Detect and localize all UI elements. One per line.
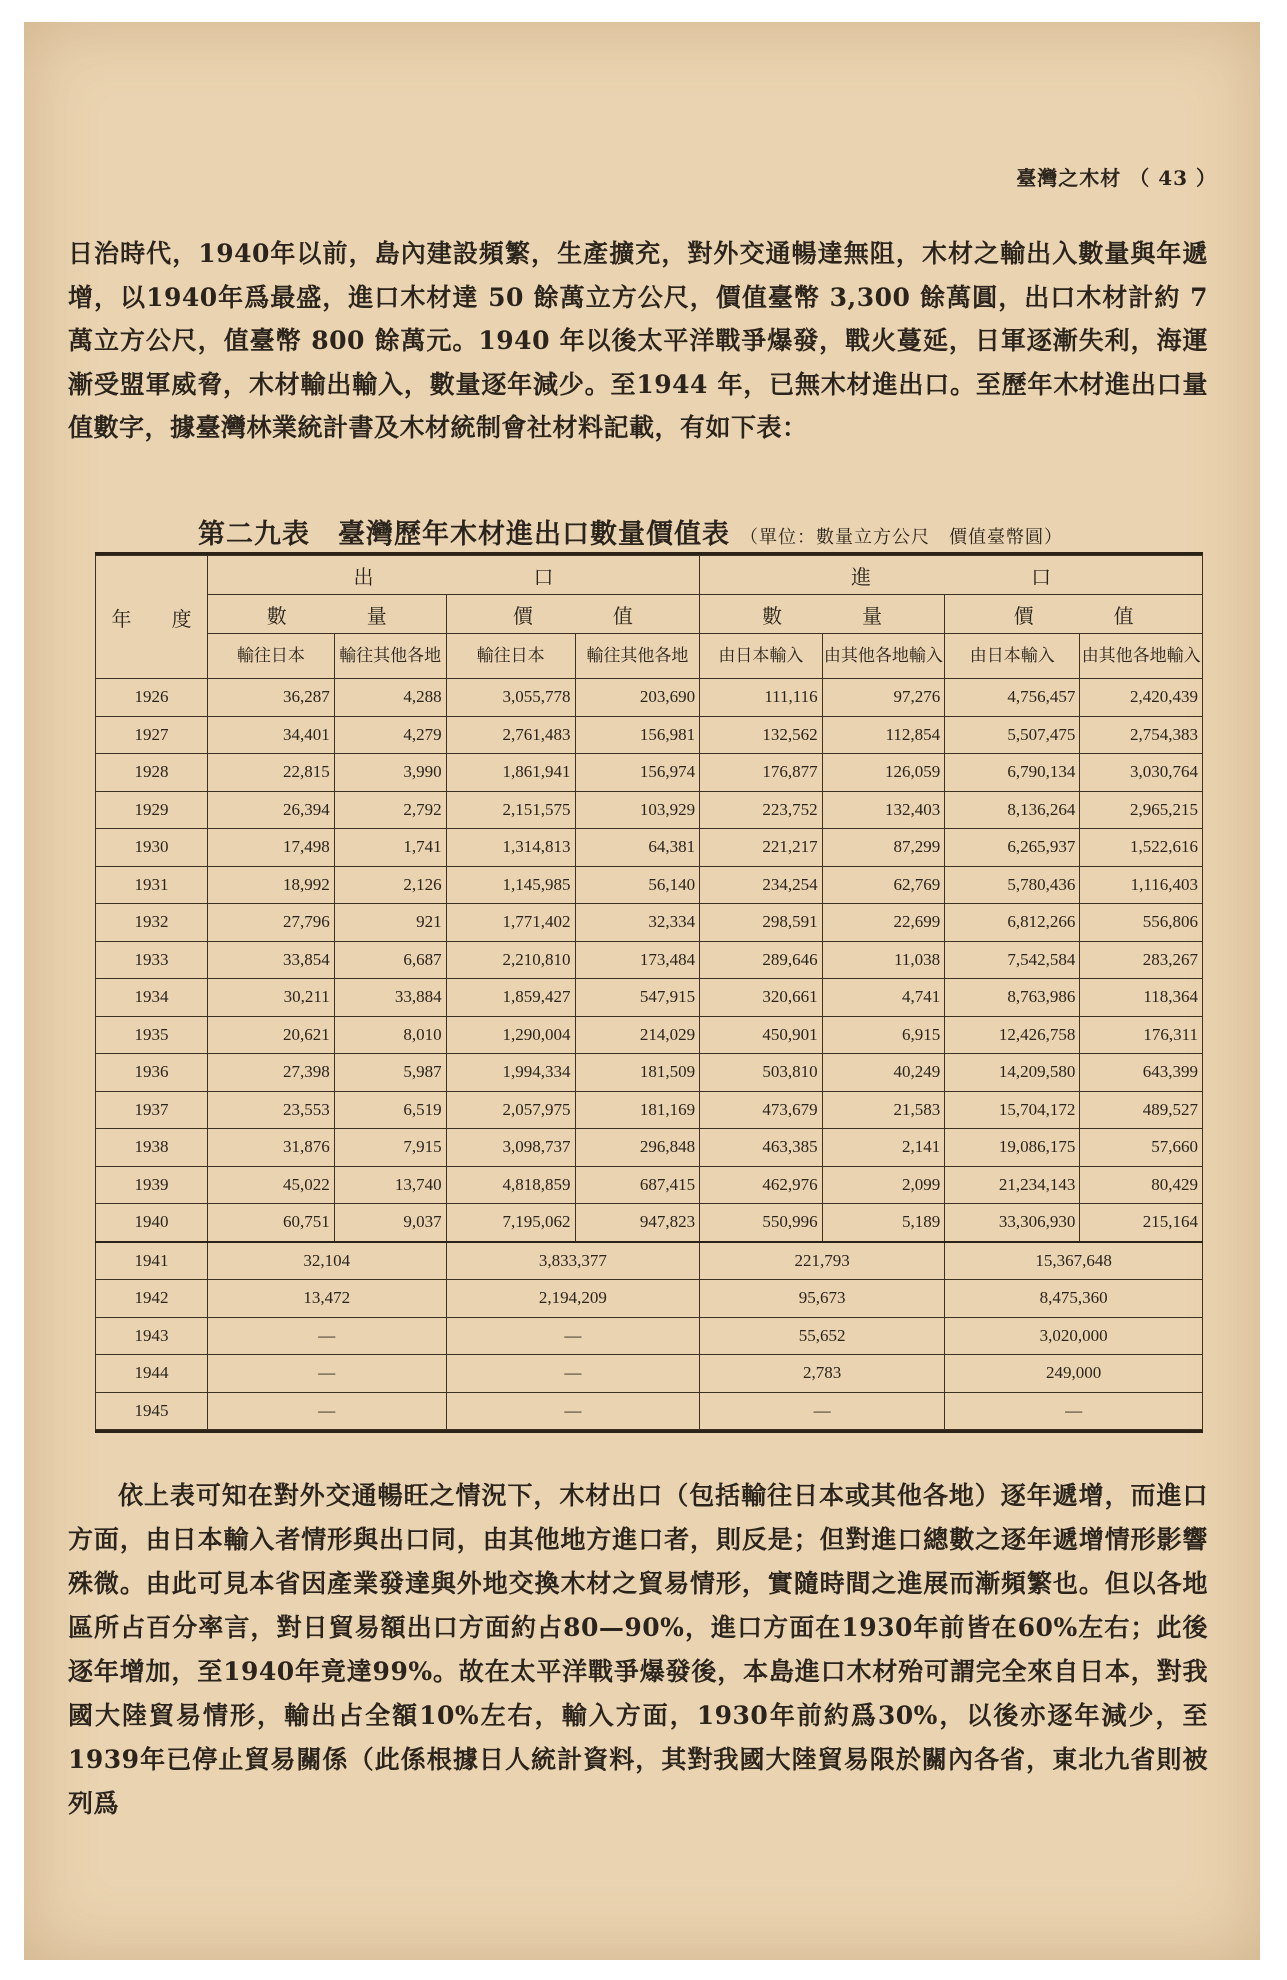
year-cell: 1930 <box>96 829 208 867</box>
header-export-quantity: 數 量 <box>207 595 446 634</box>
value-cell: 64,381 <box>575 829 700 867</box>
value-cell: 5,987 <box>334 1054 446 1092</box>
value-cell: — <box>446 1392 700 1430</box>
year-cell: 1934 <box>96 979 208 1017</box>
value-cell: 111,116 <box>700 679 823 717</box>
value-cell: 181,509 <box>575 1054 700 1092</box>
value-cell: 15,704,172 <box>945 1091 1080 1129</box>
value-cell: 6,265,937 <box>945 829 1080 867</box>
value-cell: 1,290,004 <box>446 1016 575 1054</box>
table-row <box>96 1392 1203 1430</box>
value-cell: 8,475,360 <box>945 1280 1203 1318</box>
value-cell: 3,030,764 <box>1080 754 1203 792</box>
value-cell: 97,276 <box>822 679 945 717</box>
value-cell: 921 <box>334 904 446 942</box>
value-cell: 4,741 <box>822 979 945 1017</box>
table-unit: （單位：數量立方公尺 價值臺幣圓） <box>740 527 1063 548</box>
value-cell: 181,169 <box>575 1091 700 1129</box>
value-cell: 2,151,575 <box>446 791 575 829</box>
value-cell: 57,660 <box>1080 1129 1203 1167</box>
value-cell: 4,279 <box>334 716 446 754</box>
value-cell: — <box>207 1355 446 1393</box>
table-row <box>96 979 1203 1017</box>
value-cell: 13,740 <box>334 1166 446 1204</box>
header-to-other: 輸往其他各地 <box>575 634 700 679</box>
table-row <box>96 1280 1203 1318</box>
value-cell: 473,679 <box>700 1091 823 1129</box>
value-cell: 118,364 <box>1080 979 1203 1017</box>
table-row <box>96 1054 1203 1092</box>
value-cell: 21,583 <box>822 1091 945 1129</box>
value-cell: 62,769 <box>822 866 945 904</box>
value-cell: 9,037 <box>334 1204 446 1242</box>
header-from-other: 由其他各地輸入 <box>822 634 945 679</box>
year-cell: 1938 <box>96 1129 208 1167</box>
value-cell: — <box>446 1355 700 1393</box>
value-cell: 463,385 <box>700 1129 823 1167</box>
header-to-japan: 輸往日本 <box>446 634 575 679</box>
value-cell: 173,484 <box>575 941 700 979</box>
value-cell: 112,854 <box>822 716 945 754</box>
value-cell: 4,288 <box>334 679 446 717</box>
table-row <box>96 1317 1203 1355</box>
year-cell: 1942 <box>96 1280 208 1318</box>
year-cell: 1936 <box>96 1054 208 1092</box>
header-import-quantity: 數 量 <box>700 595 945 634</box>
value-cell: 8,763,986 <box>945 979 1080 1017</box>
value-cell: 462,976 <box>700 1166 823 1204</box>
table-row <box>96 1091 1203 1129</box>
value-cell: 1,741 <box>334 829 446 867</box>
table-container <box>95 552 1203 1433</box>
value-cell: 214,029 <box>575 1016 700 1054</box>
value-cell: 2,126 <box>334 866 446 904</box>
year-cell: 1945 <box>96 1392 208 1430</box>
value-cell: 1,314,813 <box>446 829 575 867</box>
year-cell: 1944 <box>96 1355 208 1393</box>
value-cell: 27,796 <box>207 904 334 942</box>
value-cell: 2,761,483 <box>446 716 575 754</box>
value-cell: 32,334 <box>575 904 700 942</box>
value-cell: 298,591 <box>700 904 823 942</box>
value-cell: 40,249 <box>822 1054 945 1092</box>
value-cell: 17,498 <box>207 829 334 867</box>
value-cell: 556,806 <box>1080 904 1203 942</box>
value-cell: 7,915 <box>334 1129 446 1167</box>
value-cell: 103,929 <box>575 791 700 829</box>
value-cell: 215,164 <box>1080 1204 1203 1242</box>
header-year: 年 度 <box>96 556 208 679</box>
value-cell: 450,901 <box>700 1016 823 1054</box>
year-cell: 1928 <box>96 754 208 792</box>
value-cell: 176,877 <box>700 754 823 792</box>
year-cell: 1939 <box>96 1166 208 1204</box>
table-row <box>96 1166 1203 1204</box>
value-cell: 1,116,403 <box>1080 866 1203 904</box>
year-cell: 1940 <box>96 1204 208 1242</box>
value-cell: 3,055,778 <box>446 679 575 717</box>
value-cell: 687,415 <box>575 1166 700 1204</box>
value-cell: 1,861,941 <box>446 754 575 792</box>
year-cell: 1931 <box>96 866 208 904</box>
value-cell: 1,859,427 <box>446 979 575 1017</box>
value-cell: 33,884 <box>334 979 446 1017</box>
value-cell: 5,507,475 <box>945 716 1080 754</box>
value-cell: 4,756,457 <box>945 679 1080 717</box>
value-cell: 2,420,439 <box>1080 679 1203 717</box>
value-cell: 19,086,175 <box>945 1129 1080 1167</box>
value-cell: 223,752 <box>700 791 823 829</box>
value-cell: — <box>700 1392 945 1430</box>
year-cell: 1933 <box>96 941 208 979</box>
value-cell: 7,542,584 <box>945 941 1080 979</box>
table-row <box>96 791 1203 829</box>
year-cell: 1932 <box>96 904 208 942</box>
value-cell: 13,472 <box>207 1280 446 1318</box>
value-cell: 12,426,758 <box>945 1016 1080 1054</box>
value-cell: 2,099 <box>822 1166 945 1204</box>
value-cell: 156,974 <box>575 754 700 792</box>
value-cell: 2,210,810 <box>446 941 575 979</box>
value-cell: 45,022 <box>207 1166 334 1204</box>
header-import-value: 價 值 <box>945 595 1203 634</box>
value-cell: 503,810 <box>700 1054 823 1092</box>
table-row <box>96 941 1203 979</box>
header-import: 進 口 <box>700 556 1203 595</box>
header-from-japan: 由日本輸入 <box>700 634 823 679</box>
header-export-value: 價 值 <box>446 595 700 634</box>
paragraph-intro: 日治時代，1940年以前，島內建設頻繁，生產擴充，對外交通暢達無阻，木材之輸出入數量與年遞增，以1940年爲最盛，進口木材達 50 餘萬立方公尺，價值臺幣 3,300 餘萬圓，出口木材計約 7 萬立方公尺，值臺幣 800 餘萬元。1940 年以後太平洋戰爭爆發，戰火蔓延，日軍逐漸失利，海運漸受盟軍威脅，木材輸出輸入，數量逐年減少。至1944 年，已無木材進出口。至歷年木材進出口量值數字，據臺灣林業統計書及木材統制會社材料記載，有如下表： <box>68 239 1208 442</box>
page-header: 臺灣之木材 （ 43 ） <box>1016 166 1217 190</box>
value-cell: 2,194,209 <box>446 1280 700 1318</box>
value-cell: 296,848 <box>575 1129 700 1167</box>
value-cell: — <box>207 1392 446 1430</box>
year-cell: 1926 <box>96 679 208 717</box>
value-cell: 3,990 <box>334 754 446 792</box>
table-row <box>96 716 1203 754</box>
table-row <box>96 754 1203 792</box>
table-row <box>96 829 1203 867</box>
table-row <box>96 679 1203 717</box>
value-cell: 80,429 <box>1080 1166 1203 1204</box>
value-cell: 3,098,737 <box>446 1129 575 1167</box>
value-cell: 2,141 <box>822 1129 945 1167</box>
year-cell: 1941 <box>96 1242 208 1280</box>
value-cell: 22,815 <box>207 754 334 792</box>
value-cell: 2,783 <box>700 1355 945 1393</box>
value-cell: 1,771,402 <box>446 904 575 942</box>
value-cell: 34,401 <box>207 716 334 754</box>
value-cell: 550,996 <box>700 1204 823 1242</box>
table-row <box>96 866 1203 904</box>
value-cell: 18,992 <box>207 866 334 904</box>
value-cell: 95,673 <box>700 1280 945 1318</box>
paragraph-analysis: 依上表可知在對外交通暢旺之情況下，木材出口（包括輸往日本或其他各地）逐年遞增，而進口方面，由日本輸入者情形與出口同，由其他地方進口者，則反是；但對進口總數之逐年遞增情形影響殊微。由此可見本省因產業發達與外地交換木材之貿易情形，實隨時間之進展而漸頻繁也。但以各地區所占百分率言，對日貿易額出口方面約占80—90%，進口方面在1930年前皆在60%左右；此後逐年增加，至1940年竟達99%。故在太平洋戰爭爆發後，本島進口木材殆可謂完全來自日本，對我國大陸貿易情形，輸出占全額10%左右，輸入方面，1930年前約爲30%，以後亦逐年減少，至1939年已停止貿易關係（此係根據日人統計資料，其對我國大陸貿易限於關內各省，東北九省則被列爲 <box>68 1481 1208 1818</box>
table-row <box>96 1242 1203 1280</box>
value-cell: 234,254 <box>700 866 823 904</box>
value-cell: 8,010 <box>334 1016 446 1054</box>
value-cell: 26,394 <box>207 791 334 829</box>
value-cell: 11,038 <box>822 941 945 979</box>
table-row <box>96 1355 1203 1393</box>
value-cell: 643,399 <box>1080 1054 1203 1092</box>
table-title-text: 第二九表 臺灣歷年木材進出口數量價值表 <box>198 519 730 550</box>
value-cell: 33,854 <box>207 941 334 979</box>
value-cell: 4,818,859 <box>446 1166 575 1204</box>
value-cell: 6,790,134 <box>945 754 1080 792</box>
value-cell: 27,398 <box>207 1054 334 1092</box>
value-cell: 221,793 <box>700 1242 945 1280</box>
value-cell: 132,562 <box>700 716 823 754</box>
table-title <box>198 512 1063 551</box>
value-cell: 156,981 <box>575 716 700 754</box>
table-row <box>96 904 1203 942</box>
value-cell: 14,209,580 <box>945 1054 1080 1092</box>
value-cell: 23,553 <box>207 1091 334 1129</box>
header-from-other: 由其他各地輸入 <box>1080 634 1203 679</box>
year-cell: 1935 <box>96 1016 208 1054</box>
table-row <box>96 1016 1203 1054</box>
value-cell: — <box>945 1392 1203 1430</box>
value-cell: 221,217 <box>700 829 823 867</box>
value-cell: 15,367,648 <box>945 1242 1203 1280</box>
value-cell: 1,522,616 <box>1080 829 1203 867</box>
value-cell: 1,994,334 <box>446 1054 575 1092</box>
value-cell: 32,104 <box>207 1242 446 1280</box>
value-cell: 30,211 <box>207 979 334 1017</box>
value-cell: 126,059 <box>822 754 945 792</box>
value-cell: 87,299 <box>822 829 945 867</box>
value-cell: 5,780,436 <box>945 866 1080 904</box>
value-cell: 60,751 <box>207 1204 334 1242</box>
value-cell: 283,267 <box>1080 941 1203 979</box>
year-cell: 1937 <box>96 1091 208 1129</box>
value-cell: — <box>446 1317 700 1355</box>
year-cell: 1927 <box>96 716 208 754</box>
value-cell: 21,234,143 <box>945 1166 1080 1204</box>
value-cell: 6,812,266 <box>945 904 1080 942</box>
value-cell: 2,792 <box>334 791 446 829</box>
value-cell: 5,189 <box>822 1204 945 1242</box>
value-cell: 33,306,930 <box>945 1204 1080 1242</box>
value-cell: 31,876 <box>207 1129 334 1167</box>
value-cell: 6,687 <box>334 941 446 979</box>
value-cell: 2,965,215 <box>1080 791 1203 829</box>
timber-trade-table <box>95 555 1203 1430</box>
value-cell: 8,136,264 <box>945 791 1080 829</box>
year-cell: 1943 <box>96 1317 208 1355</box>
value-cell: 176,311 <box>1080 1016 1203 1054</box>
value-cell: 203,690 <box>575 679 700 717</box>
value-cell: 56,140 <box>575 866 700 904</box>
value-cell: — <box>207 1317 446 1355</box>
value-cell: 489,527 <box>1080 1091 1203 1129</box>
value-cell: 6,519 <box>334 1091 446 1129</box>
header-from-japan: 由日本輸入 <box>945 634 1080 679</box>
value-cell: 36,287 <box>207 679 334 717</box>
value-cell: 7,195,062 <box>446 1204 575 1242</box>
header-to-other: 輸往其他各地 <box>334 634 446 679</box>
header-export: 出 口 <box>207 556 699 595</box>
value-cell: 947,823 <box>575 1204 700 1242</box>
value-cell: 1,145,985 <box>446 866 575 904</box>
value-cell: 2,057,975 <box>446 1091 575 1129</box>
value-cell: 6,915 <box>822 1016 945 1054</box>
value-cell: 132,403 <box>822 791 945 829</box>
table-row <box>96 1129 1203 1167</box>
value-cell: 2,754,383 <box>1080 716 1203 754</box>
value-cell: 3,833,377 <box>446 1242 700 1280</box>
header-to-japan: 輸往日本 <box>207 634 334 679</box>
value-cell: 289,646 <box>700 941 823 979</box>
value-cell: 249,000 <box>945 1355 1203 1393</box>
year-cell: 1929 <box>96 791 208 829</box>
value-cell: 547,915 <box>575 979 700 1017</box>
value-cell: 20,621 <box>207 1016 334 1054</box>
value-cell: 22,699 <box>822 904 945 942</box>
value-cell: 55,652 <box>700 1317 945 1355</box>
table-row <box>96 1204 1203 1242</box>
value-cell: 320,661 <box>700 979 823 1017</box>
value-cell: 3,020,000 <box>945 1317 1203 1355</box>
